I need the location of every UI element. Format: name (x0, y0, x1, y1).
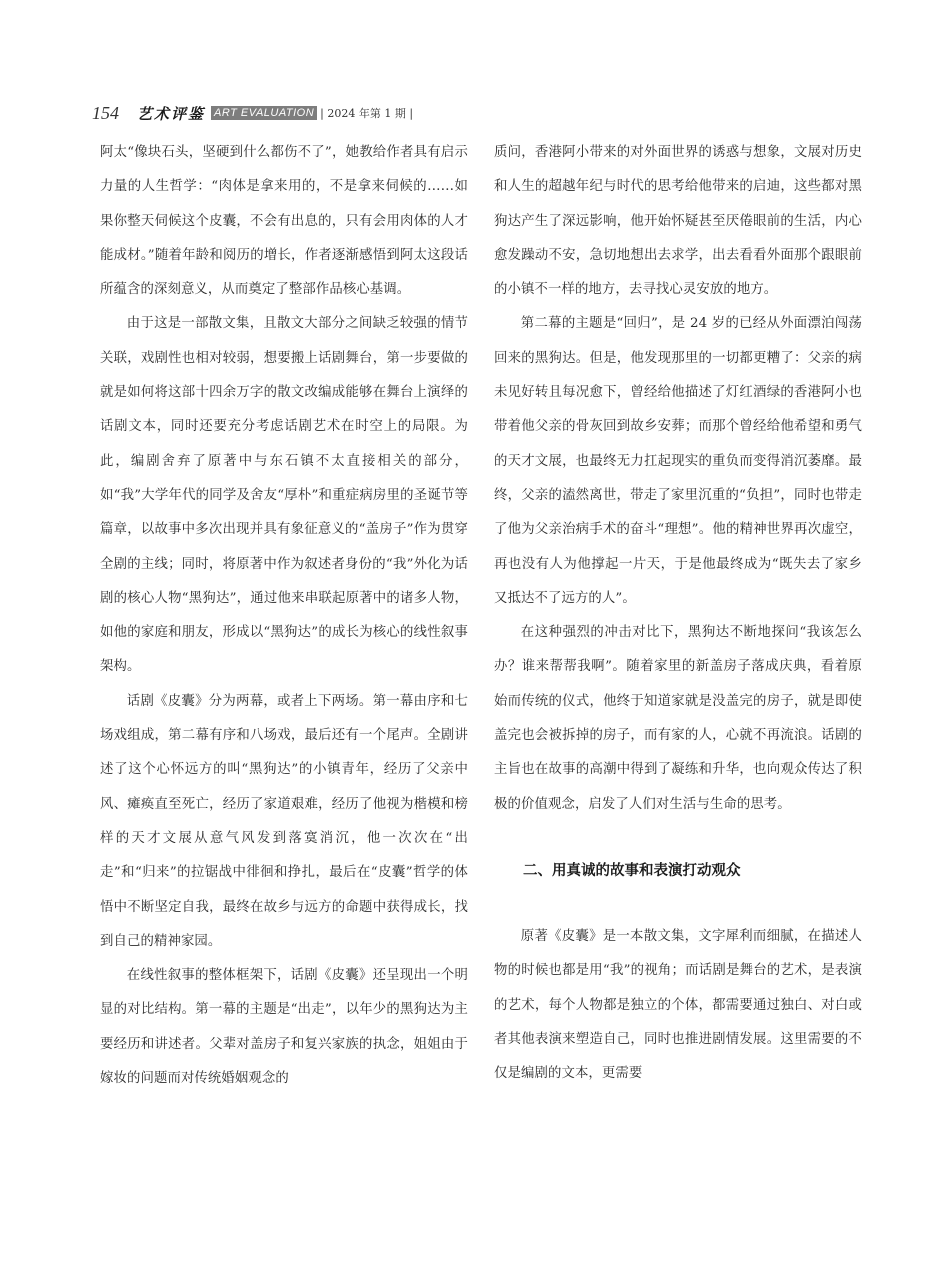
paragraph: 由于这是一部散文集，且散文大部分之间缺乏较强的情节关联，戏剧性也相对较弱，想要搬上话剧舞台，第一步要做的就是如何将这部十四余万字的散文改编成能够在舞台上演绎的话剧文本，同时还要充分考虑话剧艺术在时空上的局限。为此，编剧舍弃了原著中与东石镇不太直接相关的部分，如“我”大学年代的同学及舍友“厚朴”和重症病房里的圣诞节等篇章，以故事中多次出现并具有象征意义的“盖房子”作为贯穿全剧的主线；同时，将原著中作为叙述者身份的“我”外化为话剧的核心人物“黑狗达”，通过他来串联起原著中的诸多人物，如他的家庭和朋友，形成以“黑狗达”的成长为核心的线性叙事架构。 (100, 316, 468, 675)
paragraph: 在线性叙事的整体框架下，话剧《皮囊》还呈现出一个明显的对比结构。第一幕的主题是“出走”，以年少的黑狗达为主要经历和讲述者。父辈对盖房子和复兴家族的执念，姐姐由于嫁妆的问题而对传统婚姻观念的 (100, 968, 468, 1087)
section-heading: 二、用真诚的故事和表演打动观众 (523, 861, 741, 879)
paragraph: 话剧《皮囊》分为两幕，或者上下两场。第一幕由序和七场戏组成，第二幕有序和八场戏，最后还有一个尾声。全剧讲述了这个心怀远方的叫“黑狗达”的小镇青年，经历了父亲中风、瘫痪直至死亡，经历了家道艰难，经历了他视为楷模和榜样的天才文展从意气风发到落寞消沉，他一次次在“出走”和“归来”的拉锯战中徘徊和挣扎，最后在“皮囊”哲学的体悟中不断坚定自我，最终在故乡与远方的命题中获得成长，找到自己的精神家园。 (100, 693, 468, 949)
paragraph: 质问，香港阿小带来的对外面世界的诱惑与想象，文展对历史和人生的超越年纪与时代的思考给他带来的启迪，这些都对黑狗达产生了深远影响，他开始怀疑甚至厌倦眼前的生活，内心愈发躁动不安，急切地想出去求学，出去看看外面那个跟眼前的小镇不一样的地方，去寻找心灵安放的地方。 (494, 145, 862, 298)
running-header (92, 100, 413, 126)
journal-title: 艺术评鉴 (137, 104, 206, 123)
paragraph: 第二幕的主题是“回归”，是 24 岁的已经从外面漂泊闯荡回来的黑狗达。但是，他发现那里的一切都更糟了：父亲的病未见好转且每况愈下，曾经给他描述了灯红酒绿的香港阿小也带着他父亲的骨灰回到故乡安葬；而那个曾经给他希望和勇气的天才文展，也最终无力扛起现实的重负而变得消沉萎靡。最终，父亲的溘然离世，带走了家里沉重的“负担”，同时也带走了他为父亲治病手术的奋斗“理想”。他的精神世界再次虚空，再也没有人为他撑起一片天，于是他最终成为“既失去了家乡又抵达不了远方的人”。 (494, 316, 862, 606)
journal-english-title: ART EVALUATION (211, 106, 317, 120)
page-number: 154 (92, 102, 119, 123)
paragraph: 在这种强烈的冲击对比下，黑狗达不断地探问“我该怎么办？谁来帮帮我啊”。随着家里的新盖房子落成庆典，看着原始而传统的仪式，他终于知道家就是没盖完的房子，就是即使盖完也会被拆掉的房子，而有家的人，心就不再流浪。话剧的主旨也在故事的高潮中得到了凝练和升华，也向观众传达了积极的价值观念，启发了人们对生活与生命的思考。 (494, 625, 862, 812)
right-column (494, 136, 862, 1091)
paragraph: 原著《皮囊》是一本散文集，文字犀利而细腻，在描述人物的时候也都是用“我”的视角；而话剧是舞台的艺术，是表演的艺术，每个人物都是独立的个体，都需要通过独白、对白或者其他表演来塑造自己，同时也推进剧情发展。这里需要的不仅是编剧的文本，更需要 (494, 928, 862, 1082)
paragraph: 阿太“像块石头，坚硬到什么都伤不了”，她教给作者具有启示力量的人生哲学：“肉体是拿来用的，不是拿来伺候的……如果你整天伺候这个皮囊，不会有出息的，只有会用肉体的人才能成材。”随着年龄和阅历的增长，作者逐渐感悟到阿太这段话所蕴含的深刻意义，从而奠定了整部作品核心基调。 (100, 145, 468, 298)
left-column (100, 136, 468, 1096)
issue-info: | 2024 年第 1 期 | (320, 107, 414, 120)
